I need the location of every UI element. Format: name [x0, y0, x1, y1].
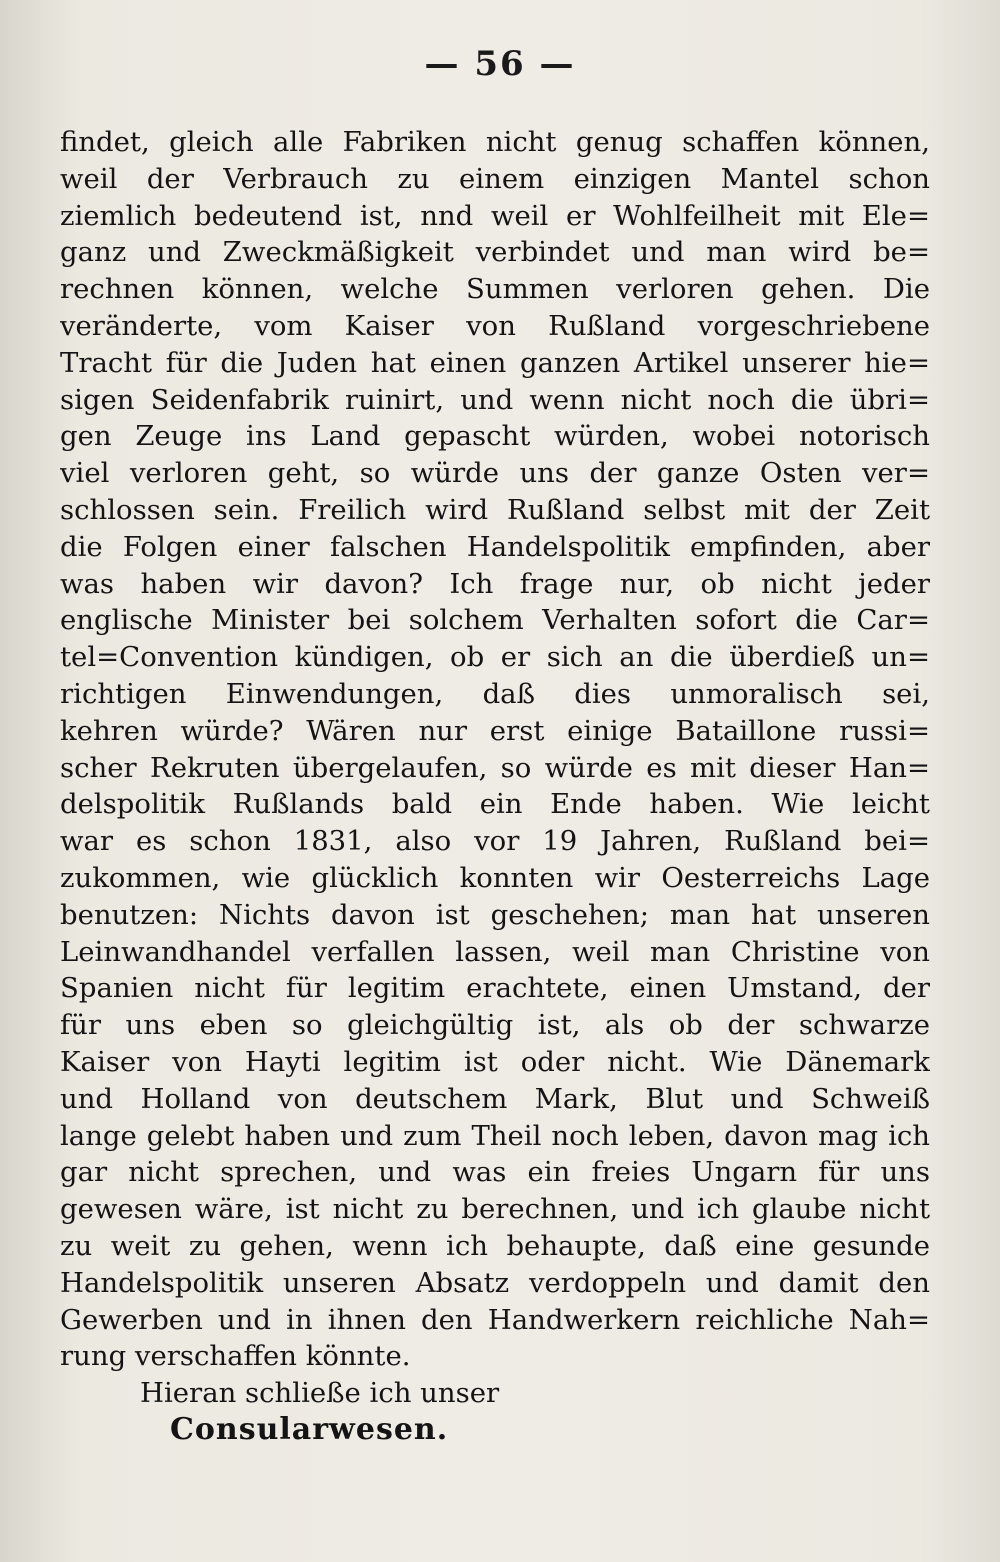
text-line: ganz und Zweckmäßigkeit verbindet und man wird be=	[60, 236, 930, 269]
text-line: schlossen sein. Freilich wird Rußland selbst mit der Zeit	[60, 493, 930, 526]
text-line: weil der Verbrauch zu einem einzigen Mantel schon	[60, 162, 930, 195]
text-line: ziemlich bedeutend ist, nnd weil er Wohlfeilheit mit Ele=	[60, 199, 930, 232]
text-line: Handelspolitik unseren Absatz verdoppeln und damit den	[60, 1266, 930, 1299]
text-line: und Holland von deutschem Mark, Blut und Schweiß	[60, 1082, 930, 1115]
body-text	[60, 124, 930, 1449]
text-line: tel=Convention kündigen, ob er sich an die überdieß un=	[60, 641, 930, 674]
text-line: die Folgen einer falschen Handelspolitik empfinden, aber	[60, 530, 930, 563]
text-line: englische Minister bei solchem Verhalten sofort die Car=	[60, 604, 930, 637]
text-line: gar nicht sprechen, und was ein freies Ungarn für uns	[60, 1156, 930, 1189]
text-line: veränderte, vom Kaiser von Rußland vorgeschriebene	[60, 309, 930, 342]
text-line: Gewerben und in ihnen den Handwerkern reichliche Nah=	[60, 1303, 930, 1336]
text-line: viel verloren geht, so würde uns der ganze Osten ver=	[60, 457, 930, 490]
text-line: delspolitik Rußlands bald ein Ende haben. Wie leicht	[60, 788, 930, 821]
text-line: Spanien nicht für legitim erachtete, einen Umstand, der	[60, 972, 930, 1005]
closing-line: Hieran schließe ich unser	[140, 1377, 500, 1410]
page-number: — 56 —	[424, 44, 576, 84]
text-line: rechnen können, welche Summen verloren gehen. Die	[60, 273, 930, 306]
text-line: lange gelebt haben und zum Theil noch leben, davon mag ich	[60, 1119, 930, 1152]
text-line: was haben wir davon? Ich frage nur, ob nicht jeder	[60, 567, 930, 600]
section-heading: Consularwesen.	[170, 1411, 449, 1447]
text-line: zu weit zu gehen, wenn ich behaupte, daß eine gesunde	[60, 1229, 930, 1262]
text-line: war es schon 1831, also vor 19 Jahren, Rußland bei=	[60, 825, 930, 858]
text-line: sigen Seidenfabrik ruinirt, und wenn nicht noch die übri=	[60, 383, 930, 416]
text-line: gewesen wäre, ist nicht zu berechnen, und ich glaube nicht	[60, 1193, 930, 1226]
text-line: richtigen Einwendungen, daß dies unmoralisch sei,	[60, 677, 930, 710]
text-line: gen Zeuge ins Land gepascht würden, wobei notorisch	[60, 420, 930, 453]
text-line: Kaiser von Hayti legitim ist oder nicht. Wie Dänemark	[60, 1045, 930, 1078]
text-line: findet, gleich alle Fabriken nicht genug schaffen können,	[60, 126, 930, 158]
text-line: kehren würde? Wären nur erst einige Bataillone russi=	[60, 714, 930, 747]
text-line: scher Rekruten übergelaufen, so würde es mit dieser Han=	[60, 751, 930, 784]
text-line: für uns eben so gleichgültig ist, als ob der schwarze	[60, 1009, 930, 1042]
text-line: rung verschaffen könnte.	[60, 1340, 411, 1373]
text-line: benutzen: Nichts davon ist geschehen; man hat unseren	[60, 898, 930, 931]
text-line: Leinwandhandel verfallen lassen, weil man Christine von	[60, 935, 930, 968]
text-line: zukommen, wie glücklich konnten wir Oesterreichs Lage	[60, 861, 930, 894]
text-line: Tracht für die Juden hat einen ganzen Artikel unserer hie=	[60, 346, 930, 379]
